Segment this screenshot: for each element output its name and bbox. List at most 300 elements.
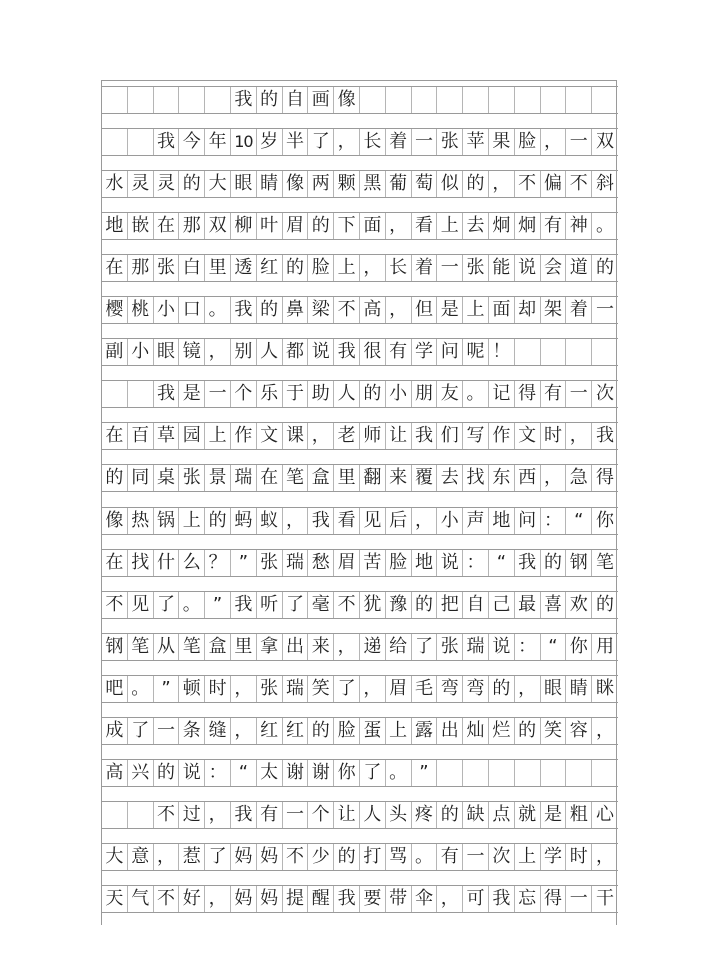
grid-cell: 己 (489, 592, 515, 618)
grid-cell: 在 (102, 550, 128, 576)
grid-cell: 10 (231, 129, 257, 155)
grid-cell (179, 87, 205, 113)
grid-cell: 的 (463, 171, 489, 197)
grid-cell: 着 (386, 129, 412, 155)
grid-cell: 像 (283, 171, 309, 197)
grid-cell: 让 (334, 802, 360, 828)
grid-cell: 写 (463, 423, 489, 449)
grid-cell: 。 (412, 844, 438, 870)
grid-cell: 谢 (283, 760, 309, 786)
grid-cell: 顿 (179, 676, 205, 702)
grid-cell: 什 (154, 550, 180, 576)
grid-cell: 上 (334, 255, 360, 281)
grid-cell: 了 (283, 592, 309, 618)
grid-cell: 一 (463, 844, 489, 870)
grid-cell: 见 (128, 592, 154, 618)
grid-cell: 急 (566, 465, 592, 491)
grid-cell: 口 (179, 297, 205, 323)
grid-cell: 点 (489, 802, 515, 828)
grid-cell: 上 (515, 844, 541, 870)
grid-cell: 上 (437, 213, 463, 239)
grid-cell: 长 (360, 129, 386, 155)
grid-cell: 一 (566, 381, 592, 407)
grid-cell: 了 (412, 634, 438, 660)
grid-cell: 作 (231, 423, 257, 449)
grid-cell: 不 (334, 592, 360, 618)
text-row (102, 170, 618, 198)
grid-cell: 助 (308, 381, 334, 407)
grid-cell: 带 (386, 886, 412, 912)
grid-cell: 是 (541, 802, 567, 828)
grid-cell: 的 (308, 213, 334, 239)
grid-cell (437, 760, 463, 786)
grid-cell: 好 (179, 886, 205, 912)
grid-cell: 弯 (437, 676, 463, 702)
grid-cell: 得 (541, 886, 567, 912)
grid-cell: 。 (205, 297, 231, 323)
grid-cell: 覆 (412, 465, 438, 491)
grid-cell: 心 (596, 803, 615, 825)
grid-cell: 就 (515, 802, 541, 828)
grid-cell: 一 (566, 886, 592, 912)
grid-cell: 我 (154, 381, 180, 407)
grid-cell: 一 (596, 299, 615, 321)
grid-cell: 草 (154, 423, 180, 449)
grid-cell: 偏 (541, 171, 567, 197)
grid-cell: 师 (360, 423, 386, 449)
grid-cell: ？ (205, 550, 231, 576)
grid-cell: 但 (412, 297, 438, 323)
grid-cell: 朋 (412, 381, 438, 407)
grid-cell: 打 (360, 844, 386, 870)
grid-cell: 桃 (128, 297, 154, 323)
grid-cell: 蛋 (360, 718, 386, 744)
grid-cell: 黑 (360, 171, 386, 197)
grid-cell: 眼 (541, 676, 567, 702)
grid-cell: 容 (566, 718, 592, 744)
grid-cell: ： (463, 550, 489, 576)
grid-cell (566, 339, 592, 365)
grid-cell: 翻 (360, 465, 386, 491)
grid-cell: 张 (257, 550, 283, 576)
grid-cell: ， (334, 129, 360, 155)
grid-cell: 眼 (154, 339, 180, 365)
grid-cell: 脸 (308, 255, 334, 281)
grid-cell: 缺 (463, 802, 489, 828)
grid-cell: 人 (334, 381, 360, 407)
grid-cell: ” (412, 760, 438, 786)
grid-cell: 忘 (515, 886, 541, 912)
grid-cell: 缝 (205, 718, 231, 744)
grid-cell: 过 (179, 802, 205, 828)
grid-cell (386, 87, 412, 113)
grid-cell: 高 (360, 297, 386, 323)
grid-cell: ” (205, 592, 231, 618)
grid-cell: 人 (360, 802, 386, 828)
grid-cell: 从 (154, 634, 180, 660)
grid-cell: 不 (102, 592, 128, 618)
grid-cell: 叶 (257, 213, 283, 239)
grid-cell: 上 (205, 423, 231, 449)
grid-cell: 乐 (257, 381, 283, 407)
grid-cell: 毫 (308, 592, 334, 618)
grid-cell: 同 (128, 465, 154, 491)
grid-cell: 小 (154, 297, 180, 323)
grid-cell: 笑 (308, 676, 334, 702)
grid-cell (515, 339, 541, 365)
grid-cell: 来 (386, 465, 412, 491)
grid-cell: 别 (231, 339, 257, 365)
grid-cell: 了 (334, 676, 360, 702)
grid-cell: 看 (334, 508, 360, 534)
grid-cell (437, 87, 463, 113)
grid-cell: ， (541, 465, 567, 491)
grid-cell: ， (360, 676, 386, 702)
grid-cell: 着 (412, 255, 438, 281)
grid-cell: 我 (231, 297, 257, 323)
grid-cell: 地 (412, 550, 438, 576)
grid-cell: ， (515, 676, 541, 702)
grid-cell: 笔 (283, 465, 309, 491)
text-row (102, 422, 618, 450)
grid-cell: 。 (179, 592, 205, 618)
grid-cell: ： (541, 508, 567, 534)
grid-cell: 。 (463, 381, 489, 407)
grid-cell: 灵 (154, 171, 180, 197)
grid-cell: 水 (102, 171, 128, 197)
grid-cell: 的 (334, 844, 360, 870)
grid-cell: 你 (566, 634, 592, 660)
grid-cell (566, 87, 592, 113)
grid-cell: 的 (437, 802, 463, 828)
grid-cell: 睛 (257, 171, 283, 197)
grid-cell: 双 (205, 213, 231, 239)
grid-cell: 说 (179, 760, 205, 786)
grid-cell: 钢 (566, 550, 592, 576)
grid-cell: 西 (515, 465, 541, 491)
grid-cell: 的 (596, 593, 615, 615)
grid-cell: 用 (596, 635, 615, 657)
grid-cell (102, 802, 128, 828)
grid-cell: ： (205, 760, 231, 786)
grid-cell: 最 (515, 592, 541, 618)
grid-cell: ” (231, 550, 257, 576)
grid-cell: 斜 (596, 173, 615, 195)
grid-cell: 画 (308, 87, 334, 113)
grid-cell: 不 (154, 886, 180, 912)
grid-cell: 上 (463, 297, 489, 323)
grid-cell: 盒 (308, 465, 334, 491)
grid-cell: 张 (257, 676, 283, 702)
grid-cell: 锅 (154, 508, 180, 534)
text-row (102, 507, 618, 535)
grid-cell (128, 802, 154, 828)
grid-cell: 脸 (515, 129, 541, 155)
grid-cell: 了 (154, 592, 180, 618)
grid-cell: 是 (179, 381, 205, 407)
grid-cell: 瑞 (283, 550, 309, 576)
grid-cell: ， (596, 845, 615, 867)
grid-cell: 会 (541, 255, 567, 281)
grid-cell: 那 (179, 213, 205, 239)
grid-cell: 了 (205, 844, 231, 870)
grid-cell: 犹 (360, 592, 386, 618)
grid-cell: 的 (412, 592, 438, 618)
grid-cell: 把 (437, 592, 463, 618)
grid-cell: 东 (489, 465, 515, 491)
grid-cell: 找 (463, 465, 489, 491)
grid-cell (566, 760, 592, 786)
grid-cell: 烂 (489, 718, 515, 744)
grid-cell: 双 (596, 131, 615, 153)
grid-cell: 张 (437, 634, 463, 660)
grid-cell: 吧 (102, 676, 128, 702)
grid-cell: 架 (541, 297, 567, 323)
grid-cell (412, 87, 438, 113)
grid-cell: 了 (308, 129, 334, 155)
grid-cell (592, 339, 618, 365)
grid-cell: ， (489, 171, 515, 197)
grid-cell: “ (566, 508, 592, 534)
grid-cell: 说 (308, 339, 334, 365)
grid-cell: 我 (334, 886, 360, 912)
grid-cell: 次 (489, 844, 515, 870)
grid-cell: 于 (283, 381, 309, 407)
grid-cell: 一 (412, 129, 438, 155)
grid-cell: 我 (596, 425, 615, 447)
grid-cell (102, 87, 128, 113)
grid-cell: ， (205, 339, 231, 365)
grid-cell: 要 (360, 886, 386, 912)
grid-cell: 气 (128, 886, 154, 912)
grid-cell: 递 (360, 634, 386, 660)
grid-cell: 瑞 (463, 634, 489, 660)
grid-cell: 笔 (179, 634, 205, 660)
grid-cell: 年 (205, 129, 231, 155)
grid-cell: 镜 (179, 339, 205, 365)
grid-cell: 友 (437, 381, 463, 407)
grid-cell: 上 (386, 718, 412, 744)
grid-cell: 眉 (386, 676, 412, 702)
text-row (102, 759, 618, 787)
grid-cell: 一 (437, 255, 463, 281)
grid-cell: “ (489, 550, 515, 576)
grid-cell: 的 (515, 718, 541, 744)
grid-cell: ， (596, 719, 615, 741)
grid-cell: 成 (102, 718, 128, 744)
grid-cell: 不 (283, 844, 309, 870)
grid-cell (463, 87, 489, 113)
grid-cell: ， (334, 634, 360, 660)
grid-cell: 我 (489, 886, 515, 912)
grid-cell: 能 (489, 255, 515, 281)
grid-cell: 的 (154, 760, 180, 786)
grid-cell: ： (515, 634, 541, 660)
grid-cell: 我 (231, 87, 257, 113)
grid-cell: 人 (257, 339, 283, 365)
grid-cell: 红 (283, 718, 309, 744)
grid-cell: 时 (205, 676, 231, 702)
grid-cell: 的 (179, 171, 205, 197)
grid-cell: ， (205, 886, 231, 912)
grid-cell: 妈 (257, 886, 283, 912)
grid-cell: 说 (515, 255, 541, 281)
grid-cell: 豫 (386, 592, 412, 618)
grid-cell: 后 (386, 508, 412, 534)
grid-cell (515, 760, 541, 786)
grid-cell: 樱 (102, 297, 128, 323)
grid-cell: 看 (412, 213, 438, 239)
grid-cell: ， (541, 129, 567, 155)
grid-cell: ， (308, 423, 334, 449)
grid-cell: 得 (596, 467, 615, 489)
grid-cell: 在 (102, 423, 128, 449)
grid-cell (489, 87, 515, 113)
grid-cell: 作 (489, 423, 515, 449)
grid-cell: 有 (541, 213, 567, 239)
grid-cell: 露 (412, 718, 438, 744)
grid-cell: 有 (437, 844, 463, 870)
grid-cell: 张 (463, 255, 489, 281)
grid-cell: 不 (566, 171, 592, 197)
grid-cell: 得 (515, 381, 541, 407)
grid-cell (515, 87, 541, 113)
grid-cell: 拿 (257, 634, 283, 660)
grid-cell: 有 (257, 802, 283, 828)
grid-cell: 条 (179, 718, 205, 744)
grid-cell: 妈 (257, 844, 283, 870)
grid-cell: 意 (128, 844, 154, 870)
grid-cell: 问 (437, 339, 463, 365)
grid-cell: ， (412, 508, 438, 534)
grid-cell: 声 (463, 508, 489, 534)
text-row (102, 675, 618, 703)
grid-cell: 灵 (128, 171, 154, 197)
title-row (102, 86, 618, 114)
grid-cell: 的 (489, 676, 515, 702)
grid-cell: 给 (386, 634, 412, 660)
grid-cell: ， (283, 508, 309, 534)
text-row (102, 338, 618, 366)
text-row (102, 717, 618, 745)
grid-cell: 一 (283, 802, 309, 828)
grid-cell: 是 (437, 297, 463, 323)
grid-cell: 一 (205, 381, 231, 407)
grid-cell: “ (541, 634, 567, 660)
grid-cell: 的 (596, 257, 615, 279)
grid-cell: 文 (515, 423, 541, 449)
grid-cell: 地 (102, 213, 128, 239)
grid-cell: 热 (128, 508, 154, 534)
grid-cell: 问 (515, 508, 541, 534)
grid-cell: 说 (489, 634, 515, 660)
grid-cell: 笑 (541, 718, 567, 744)
grid-cell: 面 (360, 213, 386, 239)
grid-cell: 的 (283, 255, 309, 281)
grid-cell: 红 (257, 718, 283, 744)
grid-cell (541, 87, 567, 113)
grid-cell: 张 (179, 465, 205, 491)
grid-cell: 张 (437, 129, 463, 155)
text-row (102, 254, 618, 282)
grid-cell: ， (205, 802, 231, 828)
text-row (102, 464, 618, 492)
grid-cell: 我 (231, 802, 257, 828)
grid-cell: 干 (596, 887, 615, 909)
grid-cell: 里 (231, 634, 257, 660)
grid-cell: ， (360, 255, 386, 281)
grid-cell: 们 (437, 423, 463, 449)
grid-cell: 见 (360, 508, 386, 534)
grid-cell: 笔 (596, 551, 615, 573)
grid-cell: 梁 (308, 297, 334, 323)
grid-cell: 太 (257, 760, 283, 786)
grid-cell: 蚂 (231, 508, 257, 534)
grid-cell: 文 (257, 423, 283, 449)
grid-cell: 道 (566, 255, 592, 281)
grid-cell: ， (154, 844, 180, 870)
grid-cell: 一 (154, 718, 180, 744)
grid-cell: 来 (308, 634, 334, 660)
grid-cell: 瑞 (231, 465, 257, 491)
grid-cell: 蚁 (257, 508, 283, 534)
grid-cell: 记 (489, 381, 515, 407)
grid-cell: 上 (179, 508, 205, 534)
grid-cell: 我 (308, 508, 334, 534)
grid-cell: 骂 (386, 844, 412, 870)
grid-cell: 像 (102, 508, 128, 534)
grid-cell: 弯 (463, 676, 489, 702)
grid-cell: 一 (566, 129, 592, 155)
grid-cell: 园 (179, 423, 205, 449)
grid-cell: 都 (283, 339, 309, 365)
grid-cell (154, 87, 180, 113)
grid-cell: 有 (386, 339, 412, 365)
grid-cell: 脸 (386, 550, 412, 576)
grid-cell: 。 (386, 760, 412, 786)
grid-cell: 透 (231, 255, 257, 281)
grid-cell: 鼻 (283, 297, 309, 323)
grid-cell: 却 (515, 297, 541, 323)
grid-cell: 老 (334, 423, 360, 449)
grid-cell: 的 (308, 718, 334, 744)
grid-cell: 不 (334, 297, 360, 323)
composition-paper (101, 80, 617, 925)
grid-cell: 在 (154, 213, 180, 239)
grid-cell: 景 (205, 465, 231, 491)
grid-cell: 脸 (334, 718, 360, 744)
grid-cell: 笔 (128, 634, 154, 660)
grid-cell: 喜 (541, 592, 567, 618)
text-row (102, 633, 618, 661)
grid-cell: 疼 (412, 802, 438, 828)
grid-cell: 葡 (386, 171, 412, 197)
grid-cell: 瑞 (283, 676, 309, 702)
grid-cell: 的 (257, 297, 283, 323)
grid-cell: 我 (515, 550, 541, 576)
grid-cell (592, 87, 618, 113)
grid-cell: 小 (437, 508, 463, 534)
grid-cell: 那 (128, 255, 154, 281)
grid-cell: 灿 (463, 718, 489, 744)
grid-cell: 妈 (231, 844, 257, 870)
grid-cell (541, 339, 567, 365)
grid-cell: 了 (360, 760, 386, 786)
grid-cell: 地 (489, 508, 515, 534)
grid-cell (489, 760, 515, 786)
grid-cell: 面 (489, 297, 515, 323)
grid-cell: 么 (179, 550, 205, 576)
